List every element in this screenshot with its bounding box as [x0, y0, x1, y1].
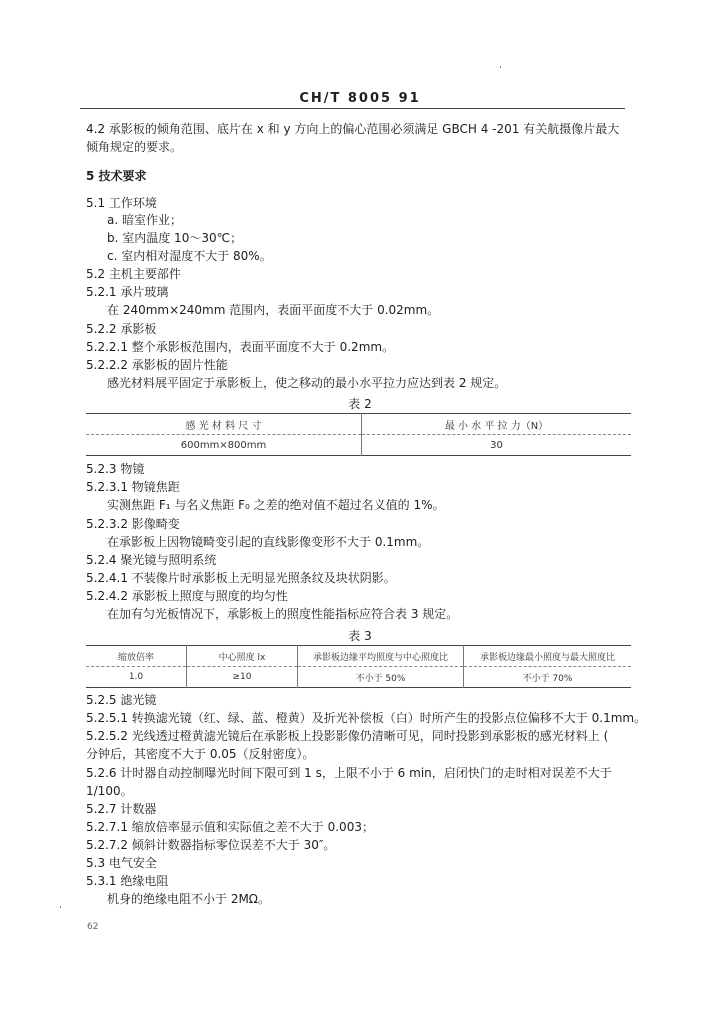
s5-1-item-b: b. 室内温度 10～30℃； [107, 231, 243, 245]
table-2 [86, 413, 631, 456]
s5-2-6-line2: 1/100。 [86, 784, 133, 798]
s5-3-1-heading: 5.3.1 绝缘电阻 [86, 874, 169, 888]
table2-cell-size: 600mm×800mm [180, 439, 267, 451]
s5-2-2-2-text: 感光材料展平固定于承影板上，使之移动的最小水平拉力应达到表 2 规定。 [107, 376, 507, 390]
s5-3-heading: 5.3 电气安全 [86, 856, 157, 870]
s5-2-3-heading: 5.2.3 物镜 [86, 462, 145, 476]
page-number: 62 [87, 922, 99, 932]
s5-2-5-2-line1: 5.2.5.2 光线透过橙黄滤光镜后在承影板上投影影像仍清晰可见，同时投影到承影板的感光材料上 ( [86, 729, 609, 743]
s5-2-4-1: 5.2.4.1 不装像片时承影板上无明显光照条纹及块状阴影。 [86, 571, 396, 585]
s5-1-item-c: c. 室内相对湿度不大于 80%。 [107, 249, 272, 263]
table3-cell-edge-min: 不小于 70% [464, 667, 632, 688]
s5-2-4-2-text: 在加有匀光板情况下，承影板上的照度性能指标应符合表 3 规定。 [107, 607, 459, 621]
s5-2-5-1: 5.2.5.1 转换滤光镜（红、绿、蓝、橙黄）及折光补偿板（白）时所产生的投影点位偏移不大于 0.1mm。 [86, 711, 647, 725]
clause-4-2-line2: 倾角规定的要求。 [86, 140, 183, 154]
s5-2-7-heading: 5.2.7 计数器 [86, 802, 157, 816]
table2-cell-force: 30 [362, 435, 632, 456]
table3-caption: 表 3 [348, 629, 372, 643]
s5-2-6-line1: 5.2.6 计时器自动控制曝光时间下限可到 1 s，上限不小于 6 min，启闭快门的走时相对误差不大于 [86, 766, 612, 780]
page-header: CH/T 8005 91 [299, 91, 421, 106]
header-rule [80, 108, 625, 109]
s5-2-2-1: 5.2.2.1 整个承影板范围内，表面平面度不大于 0.2mm。 [86, 340, 395, 354]
table2-header-force: 最 小 水 平 拉 力（N） [362, 414, 632, 435]
s5-2-3-1-heading: 5.2.3.1 物镜焦距 [86, 480, 180, 494]
s5-2-7-2: 5.2.7.2 倾斜计数器指标零位误差不大于 30″。 [86, 838, 336, 852]
s5-2-3-1-text: 实测焦距 F₁ 与名义焦距 F₀ 之差的绝对值不超过名义值的 1%。 [107, 498, 445, 512]
table3-header-ratio: 缩放倍率 [117, 652, 154, 663]
table3-cell-edge-avg: 不小于 50% [298, 667, 464, 688]
s5-2-7-1: 5.2.7.1 缩放倍率显示值和实际值之差不大于 0.003； [86, 820, 374, 834]
s5-1-heading: 5.1 工作环境 [86, 196, 157, 210]
s5-2-2-2-heading: 5.2.2.2 承影板的固片性能 [86, 358, 228, 372]
s5-2-heading: 5.2 主机主要部件 [86, 267, 181, 281]
s5-2-3-2-heading: 5.2.3.2 影像畸变 [86, 517, 180, 531]
table2-caption: 表 2 [348, 397, 372, 411]
table3-header-edge-min: 承影板边缘最小照度与最大照度比 [464, 646, 632, 667]
section-5-heading: 5 技术要求 [86, 169, 147, 183]
table2-header-size: 感 光 材 料 尺 寸 [185, 420, 262, 432]
s5-2-3-2-text: 在承影板上因物镜畸变引起的直线影像变形不大于 0.1mm。 [107, 535, 430, 549]
scan-speck [60, 906, 61, 908]
s5-2-2-heading: 5.2.2 承影板 [86, 322, 157, 336]
s5-2-4-heading: 5.2.4 聚光镜与照明系统 [86, 553, 217, 567]
s5-1-item-a: a. 暗室作业； [107, 213, 182, 227]
s5-2-1-text: 在 240mm×240mm 范围内，表面平面度不大于 0.02mm。 [107, 303, 440, 317]
scan-speck [500, 66, 501, 68]
table3-cell-ratio: 1.0 [128, 672, 144, 682]
s5-3-1-text: 机身的绝缘电阻不小于 2MΩ。 [107, 892, 270, 906]
s5-2-5-heading: 5.2.5 滤光镜 [86, 693, 157, 707]
s5-2-1-heading: 5.2.1 承片玻璃 [86, 285, 169, 299]
clause-4-2-line1: 4.2 承影板的倾角范围、底片在 x 和 y 方向上的偏心范围必须满足 GBCH 4 -201 有关航摄像片最大 [86, 122, 620, 136]
s5-2-4-2-heading: 5.2.4.2 承影板上照度与照度的均匀性 [86, 589, 288, 603]
table-3 [86, 645, 631, 688]
table3-cell-center: ≥10 [187, 667, 298, 688]
table3-header-center: 中心照度 lx [187, 646, 298, 667]
table3-header-edge-avg: 承影板边缘平均照度与中心照度比 [298, 646, 464, 667]
s5-2-5-2-line2: 分钟后，其密度不大于 0.05（反射密度）。 [86, 747, 315, 761]
